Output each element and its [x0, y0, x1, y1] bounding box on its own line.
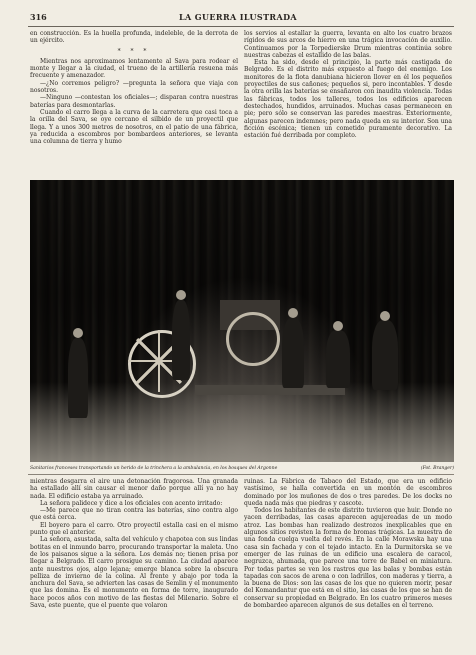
header-rule — [28, 26, 454, 27]
paragraph: Mientras nos aproximamos lentamente al Sava para rodear el monte y llegar a la ciudad, el trueno de la artillería resuena más frecuente y amenazador. — [30, 57, 238, 80]
paragraph: La señora, asustada, salta del vehículo y chapotea con sus lindas botitas en el inmundo barro, procurando transportar la maleta. Uno de los paisanos sigue a la señora. Los demás no; tienen prisa por llegar a Belgrado. El carro prosigue su camino. La ciudad aparece ante nuestros ojos, algo lejana; emerge blanca sobre la obscura pelliza de invierno de la colina. Al frente y abajo por toda la anchura del Sava, se advierten las casas de Semlin y el monumento que las domina. Es el monumento en forma de torre, inaugurado hace pocos años con motivo de las fiestas del Milenario. Sobre el Sava, este puente, que el puente que volaron — [30, 536, 238, 610]
soldier-head — [380, 311, 390, 321]
paragraph: Esta ha sido, desde el principio, la parte más castigada de Belgrado. Es el distrito más expuesto al fuego del enemigo. Los monitores de la flota danubiana hicieron llover en él los pequeños proyectiles de sus cañones; pequeños si, pero incontables. Y desde la otra orilla las baterías se ensañaron con inaudita violencia. Todas las fábricas, todos los talleres, todos los edificios aparecen destechados, hundidos, arruinados. Muchas casas permanecen en pie; pero sólo se conservan las paredes maestras. Exteriormente, algunas parecen indemnes; pero nada queda en su interior. Son una ficción escénica; tienen un cometido puramente decorativo. La estación fué derribada por completo. — [244, 59, 452, 140]
paragraph: La señora palidece y dice a los oficiales con acento irritado: — [40, 499, 223, 507]
paragraph: ruinas. La Fábrica de Tabaco del Estado, que era un edificio vastísimo, se halla convertida en un montón de escombros dominado por los muñones de dos o tres paredes. De los docks no queda nada más que piedras y cascote. — [244, 478, 452, 507]
soldier-head — [333, 321, 343, 331]
paragraph: —Me parece que no tiran contra las baterías, sino contra algo que está cerca. — [30, 507, 238, 522]
paragraph: los servios al estallar la guerra, levanta en alto los cuatro brazos rígidos de sus arcos de hierro en una trágica invocación de auxilio. Continuamos por la Torpedierske Drum mientras continúa sobre nuestras cabezas el estallido de las balas. — [244, 30, 452, 59]
war-photograph — [30, 180, 454, 462]
photo-credit: (Fot. Branger) — [420, 466, 454, 471]
top-left-column — [30, 30, 238, 178]
soldier-head — [73, 328, 83, 338]
soldier-head — [176, 290, 186, 300]
paragraph: El boyero para el carro. Otro proyectil estalla casi en el mismo punto que el anterior. — [30, 521, 238, 537]
paragraph: Cuando el carro llega a la curva de la carretera que casi toca a la orilla del Sava, se oye cercano el silbido de un proyectil que llega. Y a unos 300 metros de nosotros, en el patio de una fábrica, ya reducida a escombros por bombardeos anteriores, se levanta una columna de tierra y humo — [30, 108, 238, 146]
paragraph: mientras desgarra el aire una detonación fragorosa. Una granada ha estallado allí sin causar el menor daño porque allí ya no hay nada. El edificio estaba ya arruinado. — [30, 478, 238, 500]
soldier-figure — [68, 338, 88, 418]
soldier-figure — [326, 330, 350, 388]
caption-text: Sanitarios franceses transportando un herido de la trinchera a la ambulancia, en los bosques del Argonne — [30, 466, 278, 471]
photo-caption — [30, 466, 454, 471]
paragraph: —¿No corremos peligro? —pregunta la señora que viaja con nosotros. — [30, 79, 238, 95]
running-head-title: LA GUERRA ILUSTRADA — [178, 12, 298, 22]
soldier-figure — [372, 320, 398, 390]
stretcher — [195, 385, 345, 395]
cart-wheel-rear — [226, 312, 280, 366]
paragraph: en construcción. Es la huella profunda, indeleble, de la derrota de un ejército. — [30, 30, 238, 45]
paragraph: —Ninguno —contestan los oficiales—; disparan contra nuestras baterías para desmontarlas. — [30, 94, 238, 109]
bottom-left-column — [30, 478, 238, 650]
soldier-head — [288, 308, 298, 318]
page-number: 316 — [30, 12, 47, 22]
soldier-figure — [172, 300, 190, 380]
paragraph: Todos los habitantes de este distrito tuvieron que huir. Donde no yacen derribadas, las casas aparecen agujereadas de un modo atroz. Las bombas han realizado destrozos inexplicables que en algunos sitios revisten la forma de bromas trágicas. La muestra de una fonda cuelga vuelta del revés. En la calle Morawska hay una casa sin fachada y con el tejado intacto. En la Durmitorska se ve emerger de las ruinas de un edificio una escalera de caracol, negruzca, ahumada, que parece una torre de Babel en miniatura. Por todas partes se ven los rastros que las balas y bombas están tapadas con sacos de arena o con ladrillos, con maderas y tierra, a la buena de Dios: son las casas de los que no quieren morir, pesar del Komandantur que está en el sitio, las casas de los que se han de conservar su propiedad en Belgrado. En los cuatro primeros meses de bombardeo aparecen algunos de sus detalles en el terreno. — [244, 507, 452, 610]
caption-rule — [28, 474, 454, 475]
top-right-column — [244, 30, 452, 178]
bottom-right-column — [244, 478, 452, 650]
paragraph: * * * — [117, 47, 151, 55]
soldier-figure — [282, 318, 304, 388]
